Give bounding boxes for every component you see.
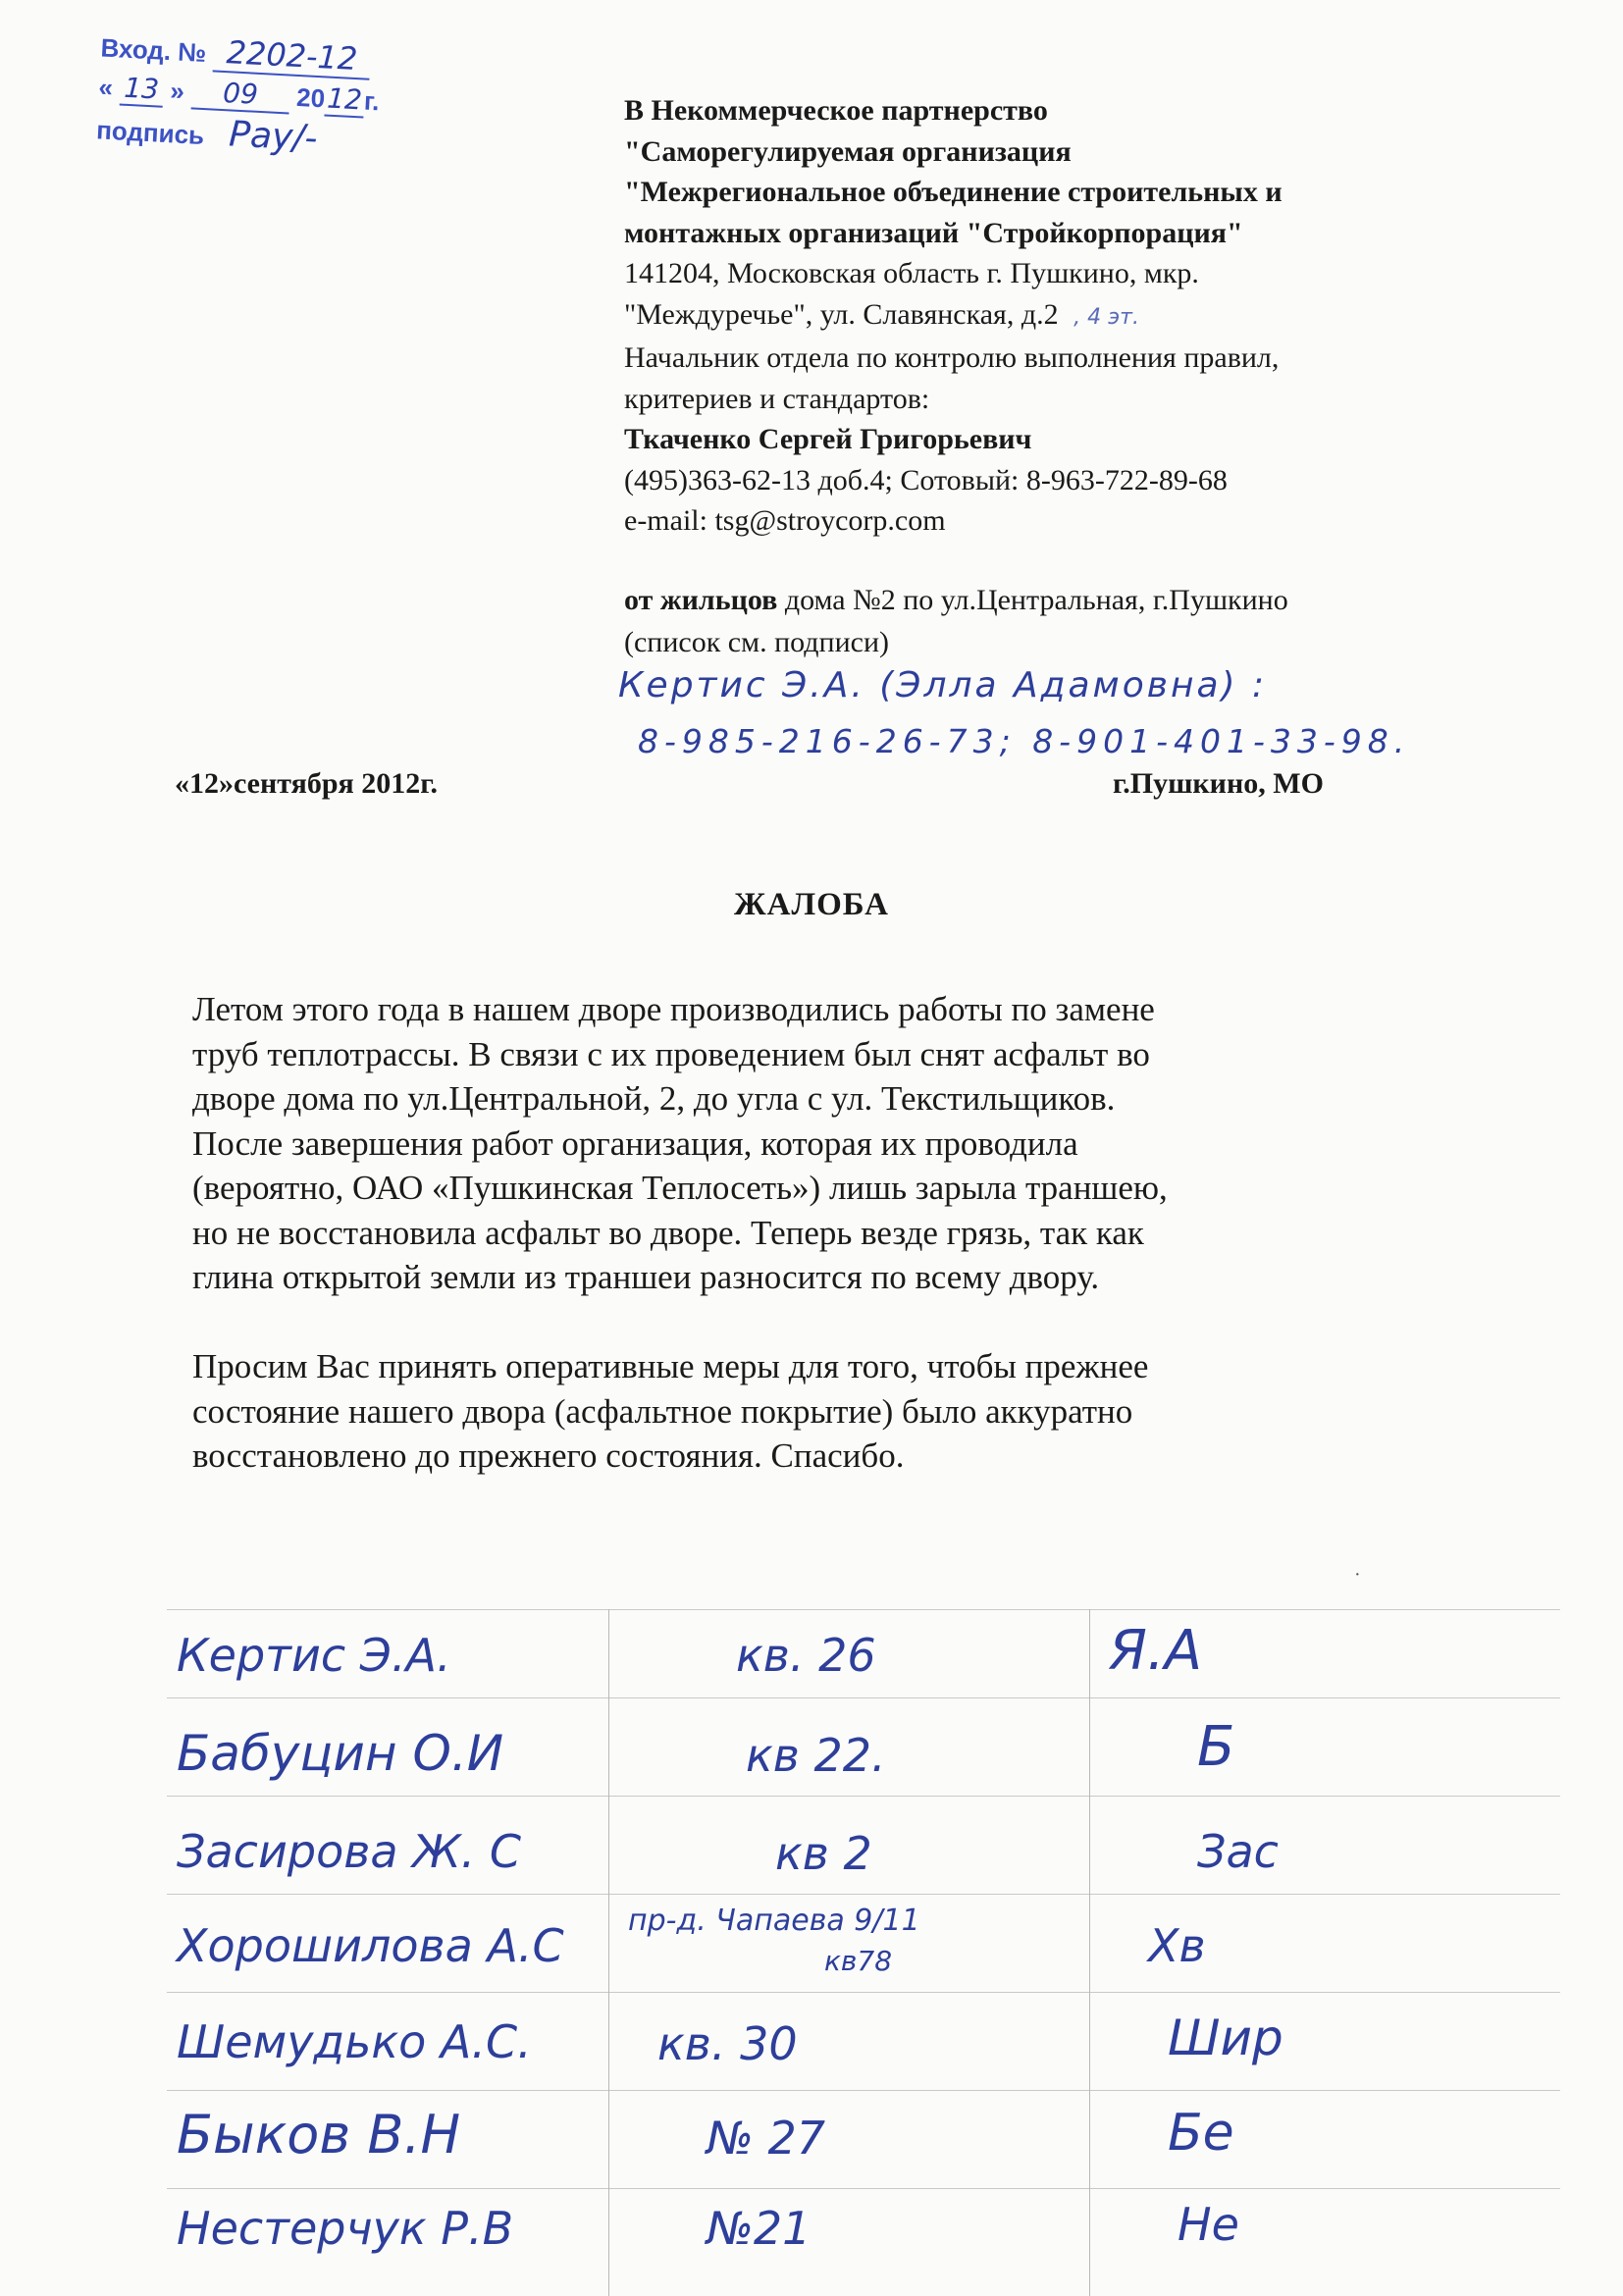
document-title: ЖАЛОБА bbox=[734, 887, 889, 922]
grid-line bbox=[167, 1796, 1560, 1797]
stamp-year-prefix: 20 bbox=[295, 81, 326, 114]
body-line: Просим Вас принять оперативные меры для того, чтобы прежнее bbox=[192, 1347, 1149, 1385]
stamp-close-quote: » bbox=[169, 76, 185, 106]
body-line: восстановлено до прежнего состояния. Спасибо. bbox=[192, 1436, 905, 1475]
signer-name: Нестерчук Р.В bbox=[177, 2202, 514, 2255]
signer-signature: Я.А bbox=[1109, 1619, 1203, 1683]
signer-signature: Зас bbox=[1197, 1825, 1279, 1878]
stamp-sign-label: подпись bbox=[95, 115, 205, 151]
addressee-address-line bbox=[624, 294, 1507, 339]
grid-column-line bbox=[608, 1609, 609, 2296]
document-place: г.Пушкино, МО bbox=[1113, 767, 1324, 800]
addressee-line: В Некоммерческое партнерство bbox=[624, 94, 1048, 127]
addressee-line: Начальник отдела по контролю выполнения правил, bbox=[624, 341, 1280, 374]
addressee-phones: (495)363-62-13 доб.4; Сотовый: 8-963-722-89-68 bbox=[624, 463, 1228, 496]
signer-name: Шемудько А.С. bbox=[177, 2015, 532, 2068]
signature-list bbox=[167, 1609, 1560, 2296]
stamp-day: 13 bbox=[119, 72, 164, 108]
sender-list-note: (список см. подписи) bbox=[624, 626, 890, 658]
grid-line bbox=[167, 1992, 1560, 1993]
grid-line bbox=[167, 2188, 1560, 2189]
sender-from-bold: от жильцов bbox=[624, 584, 778, 616]
signer-name: Бабуцин О.И bbox=[177, 1725, 504, 1782]
signer-signature: Шир bbox=[1168, 2009, 1283, 2066]
body-line: Летом этого года в нашем дворе производились работы по замене bbox=[192, 990, 1155, 1028]
signer-signature: Хв bbox=[1148, 1919, 1206, 1972]
body-line: После завершения работ организация, которая их проводила bbox=[192, 1123, 1078, 1163]
addressee-street: "Междуречье", ул. Славянская, д.2 bbox=[624, 297, 1059, 331]
stamp-year-suffix: 12 bbox=[324, 81, 365, 118]
signer-apartment: кв 2 bbox=[775, 1827, 872, 1880]
stamp-open-quote: « bbox=[97, 72, 114, 103]
signer-name: Быков В.Н bbox=[177, 2104, 461, 2166]
signer-signature: Б bbox=[1197, 1715, 1235, 1779]
addressee-person: Ткаченко Сергей Григорьевич bbox=[624, 423, 1032, 455]
stamp-month: 09 bbox=[190, 75, 290, 114]
sender-from-rest: дома №2 по ул.Центральная, г.Пушкино bbox=[777, 584, 1288, 616]
body-line: глина открытой земли из траншеи разносится по всему двору. bbox=[192, 1258, 1100, 1296]
body-paragraph-1 bbox=[192, 987, 1468, 1300]
stamp-sign-value: Рау/- bbox=[228, 114, 319, 160]
addressee-block bbox=[624, 90, 1507, 542]
addressee-line: монтажных организаций "Стройкорпорация" bbox=[624, 216, 1243, 249]
registration-stamp bbox=[94, 21, 425, 184]
handwritten-contact-phones: 8-985-216-26-73; 8-901-401-33-98. bbox=[638, 722, 1411, 760]
body-line: (вероятно, ОАО «Пушкинская Теплосеть») лишь зарыла траншею, bbox=[192, 1169, 1168, 1207]
addressee-email: e-mail: tsg@stroycorp.com bbox=[624, 504, 946, 537]
signer-name: Хорошилова А.С bbox=[177, 1919, 564, 1972]
addressee-floor-note: , 4 эт. bbox=[1073, 304, 1139, 330]
grid-line bbox=[167, 1894, 1560, 1895]
signer-apartment: кв. 26 bbox=[736, 1629, 876, 1682]
document-date: «12»сентября 2012г. bbox=[175, 767, 439, 800]
addressee-line: "Саморегулируемая организация bbox=[624, 134, 1072, 168]
signer-address: пр-д. Чапаева 9/11 bbox=[628, 1904, 920, 1938]
signer-apartment: №21 bbox=[707, 2202, 812, 2255]
signer-apartment: кв 22. bbox=[746, 1729, 886, 1782]
addressee-line: "Межрегиональное объединение строительных и bbox=[624, 176, 1283, 208]
addressee-line: критериев и стандартов: bbox=[624, 382, 930, 415]
signer-apartment: кв. 30 bbox=[657, 2017, 798, 2070]
addressee-line: 141204, Московская область г. Пушкино, мкр. bbox=[624, 257, 1199, 289]
grid-line bbox=[167, 1609, 1560, 1610]
signer-apartment: № 27 bbox=[707, 2112, 825, 2165]
signer-apartment: кв78 bbox=[824, 1945, 893, 1977]
grid-column-line bbox=[1089, 1609, 1090, 2296]
complaint-body bbox=[192, 987, 1468, 1523]
stamp-year-unit: г. bbox=[363, 85, 381, 117]
sender-block bbox=[624, 579, 1507, 663]
signer-signature: Бе bbox=[1168, 2104, 1234, 2163]
grid-line bbox=[167, 2090, 1560, 2091]
stamp-number-value: 2202-12 bbox=[213, 32, 372, 79]
body-line: но не восстановила асфальт во дворе. Теперь везде грязь, так как bbox=[192, 1213, 1144, 1252]
signer-name: Засирова Ж. С bbox=[177, 1825, 522, 1878]
body-paragraph-2 bbox=[192, 1344, 1468, 1479]
body-line: состояние нашего двора (асфальтное покрытие) было аккуратно bbox=[192, 1391, 1133, 1431]
stray-mark: · bbox=[1354, 1564, 1361, 1586]
sender-from-line bbox=[624, 579, 1507, 621]
stamp-number-label: Вход. № bbox=[99, 32, 208, 69]
body-line: дворе дома по ул.Центральной, 2, до угла с ул. Текстильщиков. bbox=[192, 1079, 1116, 1118]
grid-line bbox=[167, 1697, 1560, 1698]
signer-signature: Не bbox=[1178, 2198, 1239, 2251]
body-line: труб теплотрассы. В связи с их проведением был снят асфальт во bbox=[192, 1034, 1150, 1073]
handwritten-contact-name: Кертис Э.А. (Элла Адамовна) : bbox=[618, 665, 1268, 705]
signer-name: Кертис Э.А. bbox=[177, 1629, 451, 1682]
